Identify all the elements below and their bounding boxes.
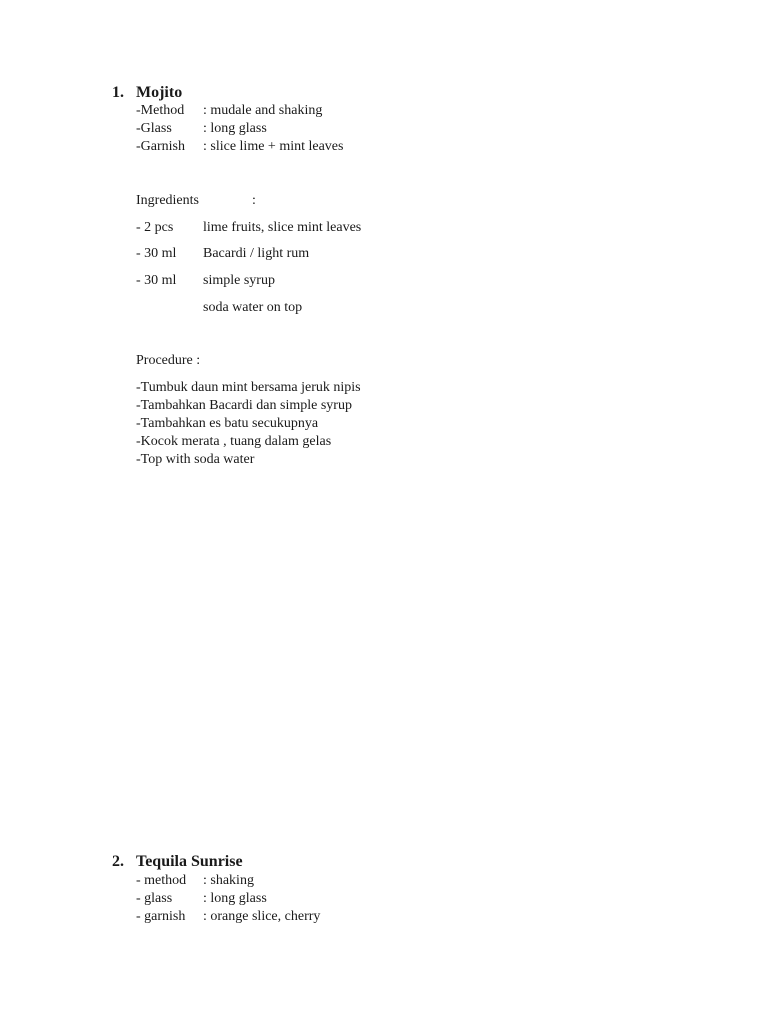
recipe-title: Mojito bbox=[136, 84, 183, 101]
procedure-step: -Tambahkan es batu secukupnya bbox=[136, 416, 319, 431]
detail-value-glass: : long glass bbox=[203, 891, 267, 906]
detail-label-method: - method bbox=[136, 873, 187, 888]
ingredient-qty: - 2 pcs bbox=[136, 220, 174, 235]
detail-label-glass: - glass bbox=[136, 891, 173, 906]
procedure-step: -Tumbuk daun mint bersama jeruk nipis bbox=[136, 380, 361, 395]
procedure-step: -Tambahkan Bacardi dan simple syrup bbox=[136, 398, 352, 413]
ingredient-item: Bacardi / light rum bbox=[203, 246, 310, 261]
ingredient-item: lime fruits, slice mint leaves bbox=[203, 220, 362, 235]
detail-label-glass: -Glass bbox=[136, 121, 172, 136]
recipe-number: 1. bbox=[112, 84, 124, 101]
procedure-step: -Kocok merata , tuang dalam gelas bbox=[136, 434, 332, 449]
recipe-number: 2. bbox=[112, 853, 124, 870]
detail-value-garnish: : slice lime + mint leaves bbox=[203, 139, 344, 154]
ingredient-item: simple syrup bbox=[203, 273, 275, 288]
ingredient-qty: - 30 ml bbox=[136, 273, 177, 288]
procedure-step: -Top with soda water bbox=[136, 452, 255, 467]
ingredient-item: soda water on top bbox=[203, 300, 303, 315]
detail-value-method: : mudale and shaking bbox=[203, 103, 323, 118]
detail-value-method: : shaking bbox=[203, 873, 254, 888]
detail-label-garnish: -Garnish bbox=[136, 139, 185, 154]
detail-value-garnish: : orange slice, cherry bbox=[203, 909, 321, 924]
ingredients-heading: Ingredients bbox=[136, 193, 199, 208]
procedure-heading: Procedure : bbox=[136, 353, 201, 368]
detail-label-garnish: - garnish bbox=[136, 909, 186, 924]
ingredient-qty: - 30 ml bbox=[136, 246, 177, 261]
detail-label-method: -Method bbox=[136, 103, 185, 118]
detail-value-glass: : long glass bbox=[203, 121, 267, 136]
recipe-title: Tequila Sunrise bbox=[136, 853, 243, 870]
ingredients-colon: : bbox=[252, 193, 256, 208]
